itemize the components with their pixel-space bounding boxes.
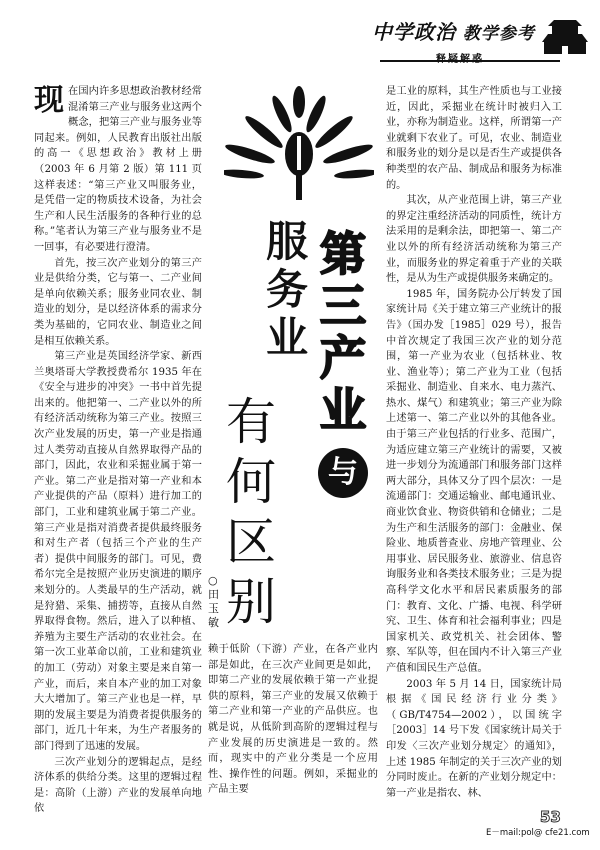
article-title-part3-text: 有何区别 xyxy=(226,393,276,631)
article-title-part2-text: 第三产业 xyxy=(320,227,366,437)
text-column-3 xyxy=(386,84,562,801)
page-header xyxy=(0,0,600,68)
section-label: 释疑解惑 xyxy=(436,54,484,65)
paragraph: 赖于低阶（下游）产业，在各产业内部是如此，在三次产业间更是如此，即第二产业的发展依赖于第一产业提供的原料，第三产业的发展又依赖于第二产业和第一产业的产品供应。也就是说，从低阶到高阶的逻辑过程与产业发展的历史演进是一致的。然而，现实中的产业分类是一个应用性、操作性的问题。例如，采掘业的产品主要 xyxy=(208,644,378,796)
magazine-title-main: 中学政治 xyxy=(372,20,456,44)
paragraph: 第三产业是英国经济学家、新西兰奥塔哥大学教授费希尔 1935 年在《安全与进步的冲突》一书中首先提出来的。他把第一、二产业以外的所有经济活动统称为第三产业。按照三次产业发展的历史，第一产业是指通过人类劳动直接从自然界取得产品的部门，因此，农业和采掘业属于第一产业。第二产业是指对第一产业和本产业提供的产品（原料）进行加工的部门，工业和建筑业属于第二产业。第三产业是指对消费者提供最终服务和对生产者（包括三个产业的生产者）提供中间服务的部门。可见，费希尔完全是按照产业历史演进的顺序来划分的。人类最早的生产活动，就是狩猎、采集、捕捞等，直接从自然界取得食物。然后，进入了以种植、养殖为主要生产活动的农业社会。在第一次工业革命以前，工业和建筑业的加工（劳动）对象主要是来自第一产业，而后，来自本产业的加工对象大大增加了。第三产业也是一样，早期的发展主要是为消费者提供服务的部门，近几十年来，为生产者服务的部门得到了迅速的发展。 xyxy=(34,351,202,752)
paragraph xyxy=(34,84,202,256)
page-number: 53 xyxy=(540,808,561,826)
paragraph: 是工业的原料，其生产性质也与工业接近，因此，采掘业在统计时被归入工业，亦称为制造业。这样，所谓第一产业就剩下农业了。可见，农业、制造业和服务业的划分是以是否生产或提供各种类型的农产品、制成品和服务为标准的。 xyxy=(386,86,562,191)
paragraph-text: 在国内许多思想政治教材经常混淆第三产业与服务业这两个概念，把第三产业与服务业等同起来。例如，人民教育出版社出版的高一《思想政治》教材上册（2003 年 6 月第 2 版）第 111 页这样表述：“第三产业又叫服务业，是凭借一定的物质技术设备，为社会生产和人民生活服务的各种行业的总称。”笔者认为第三产业与服务业不是一回事，有必要进行澄清。 xyxy=(34,86,202,253)
magazine-title xyxy=(372,16,535,45)
magazine-title-sub: 教学参考 xyxy=(462,24,535,44)
paragraph: 其次，从产业范围上讲，第三产业的界定注重经济活动的同质性，统计方法采用的是剩余法，即把第一、第二产业以外的所有经济活动统称为第三产业，而服务业的界定着重于产业的关联性，是从为生产或提供服务来确定的。 xyxy=(386,195,562,285)
article-title-part1: 服务业 xyxy=(266,217,309,362)
paragraph: 2003 年 5 月 14 日，国家统计局根据《国民经济行业分类》（GB/T4754—2002），以国统字［2003］14 号下发《国家统计局关于印发〈三次产业划分规定〉的通知》，上述 1985 年制定的关于三次产业的划分同时废止。在新的产业划分规定中：第一产业是指农、林、 xyxy=(386,678,562,799)
article-title-part3 xyxy=(226,392,282,632)
tiananmen-gate-icon xyxy=(540,14,590,58)
article-title-connector: 与 xyxy=(318,448,368,498)
contact-email: E－mail:pol@ cfe21.com xyxy=(486,828,590,838)
paragraph: 三次产业划分的逻辑起点，是经济体系的供给分类。这里的逻辑过程是：高阶（上游）产业的发展单向地依 xyxy=(34,756,202,815)
text-column-1 xyxy=(34,84,202,817)
article-title-part2 xyxy=(320,228,372,436)
paragraph: 首先，按三次产业划分的第三产业是供给分类，它与第一、二产业间是单向依赖关系；服务业同农业、制造业的划分，是以经济体系的需求分类为基础的，它同农业、制造业之间是相互依赖关系。 xyxy=(34,257,202,347)
author-byline: ○田玉敏 xyxy=(208,574,219,629)
decorative-plant-illustration xyxy=(224,84,374,204)
paragraph: 1985 年，国务院办公厅转发了国家统计局《关于建立第三产业统计的报告》（国办发［1985］029 号），报告中首次规定了我国三次产业的划分范围，第一产业为农业（包括林业、牧业、渔业等）；第二产业为工业（包括采掘业、制造业、自来水、电力蒸汽、热水、煤气）和建筑业；第三产业为除上述第一、第二产业以外的其他各业。由于第三产业包括的行业多、范围广，为适应建立第三产业统计的需要，又被进一步划分为流通部门和服务部门这样两大部分，具体又分了四个层次：一是流通部门：交通运输业、邮电通讯业、商业饮食业、物资供销和仓储业；二是为生产和生活服务的部门：金融业、保险业、地质普查业、房地产管理业、公用事业、居民服务业、旅游业、信息咨询服务业和各类技术服务业；三是为提高科学文化水平和居民素质服务的部门：教育、文化、广播、电视、科学研究、卫生、体育和社会福利事业；四是国家机关、政党机关、社会团体、警察、军队等，但在国内不计入第三产业产值和国民生产总值。 xyxy=(386,288,562,674)
drop-cap: 现 xyxy=(34,83,64,118)
text-column-2 xyxy=(208,642,378,798)
